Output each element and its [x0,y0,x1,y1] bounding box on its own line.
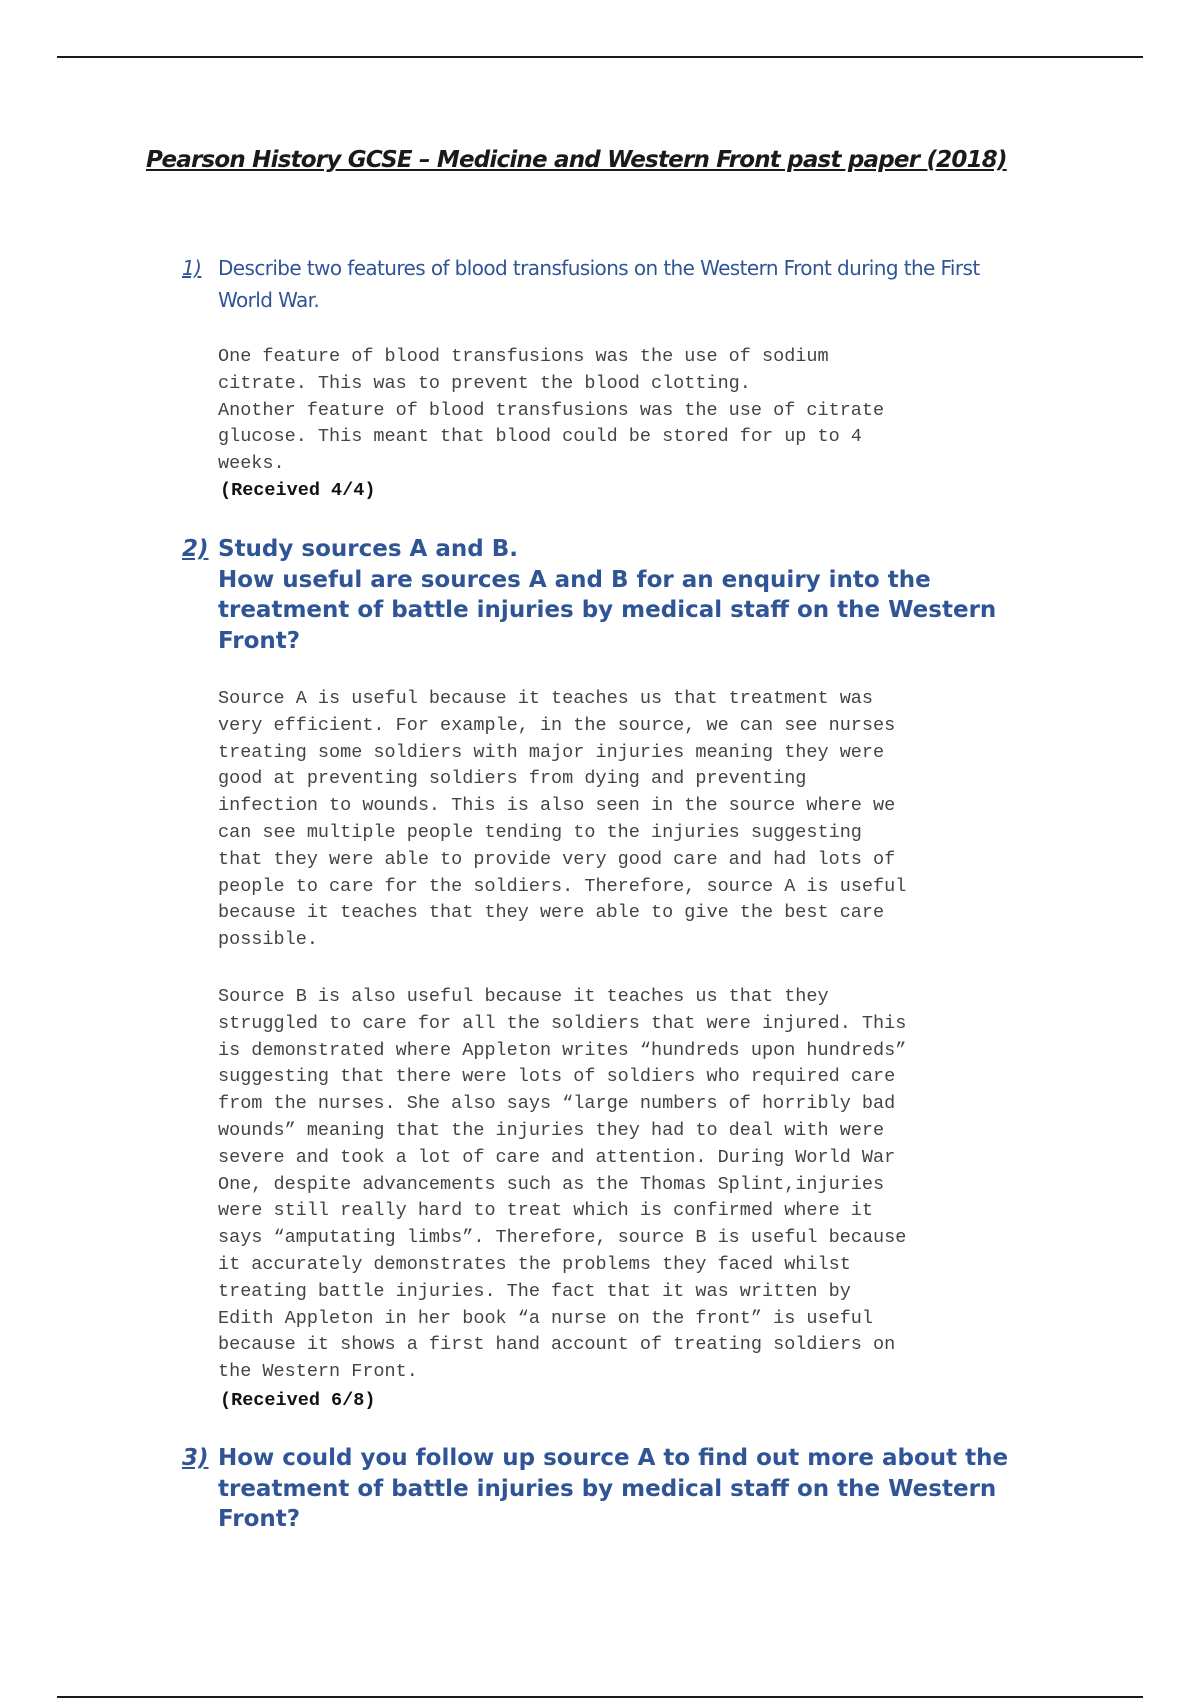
question-number: 1) [182,256,202,280]
answer-text: One feature of blood transfusions was the use of sodium citrate. This was to prevent the blood clotting. Another feature of blood transfusions was the use of citrate glucose. This meant that blood could be stored for up to 4 weeks. [218,346,885,475]
document-title: Pearson History GCSE – Medicine and Western Front past paper (2018) [146,147,1007,173]
received-mark: (Received 6/8) [220,1390,376,1411]
header-rule [57,56,1143,58]
answer-paragraph: Source B is also useful because it teaches us that they struggled to care for all the soldiers that were injured. This is demonstrated where Appleton writes “hundreds upon hundreds” suggesting that there were lots of soldiers who required care from the nurses. She also says “large numbers of horribly bad wounds” meaning that the injuries they had to deal with were severe and took a lot of care and attention. During World War One, despite advancements such as the Thomas Splint,injuries were still really hard to treat which is confirmed where it says “amputating limbs”. Therefore, source B is useful because it accurately demonstrates the problems they faced whilst treating battle injuries. The fact that it was written by Edith Appleton in her book “a nurse on the front” is useful because it shows a first hand account of treating soldiers on the Western Front. [218,986,907,1383]
question-number: 3) [182,1445,209,1471]
question-heading: Describe two features of blood transfusions on the Western Front during the First World War. [218,256,980,312]
question-number: 2) [182,536,209,562]
question-heading: Study sources A and B. How useful are sources A and B for an enquiry into the treatment of battle injuries by medical staff on the Western Front? [218,536,997,654]
question-heading: How could you follow up source A to find out more about the treatment of battle injuries by medical staff on the Western Front? [218,1445,1009,1532]
answer-paragraph: Source A is useful because it teaches us that treatment was very efficient. For example, in the source, we can see nurses treating some soldiers with major injuries meaning they were good at preventing soldiers from dying and preventing infection to wounds. This is also seen in the source where we can see multiple people tending to the injuries suggesting that they were able to provide very good care and had lots of people to care for the soldiers. Therefore, source A is useful because it teaches that they were able to give the best care possible. [218,688,907,951]
footer-rule [57,1696,1143,1698]
received-mark: (Received 4/4) [220,480,376,501]
